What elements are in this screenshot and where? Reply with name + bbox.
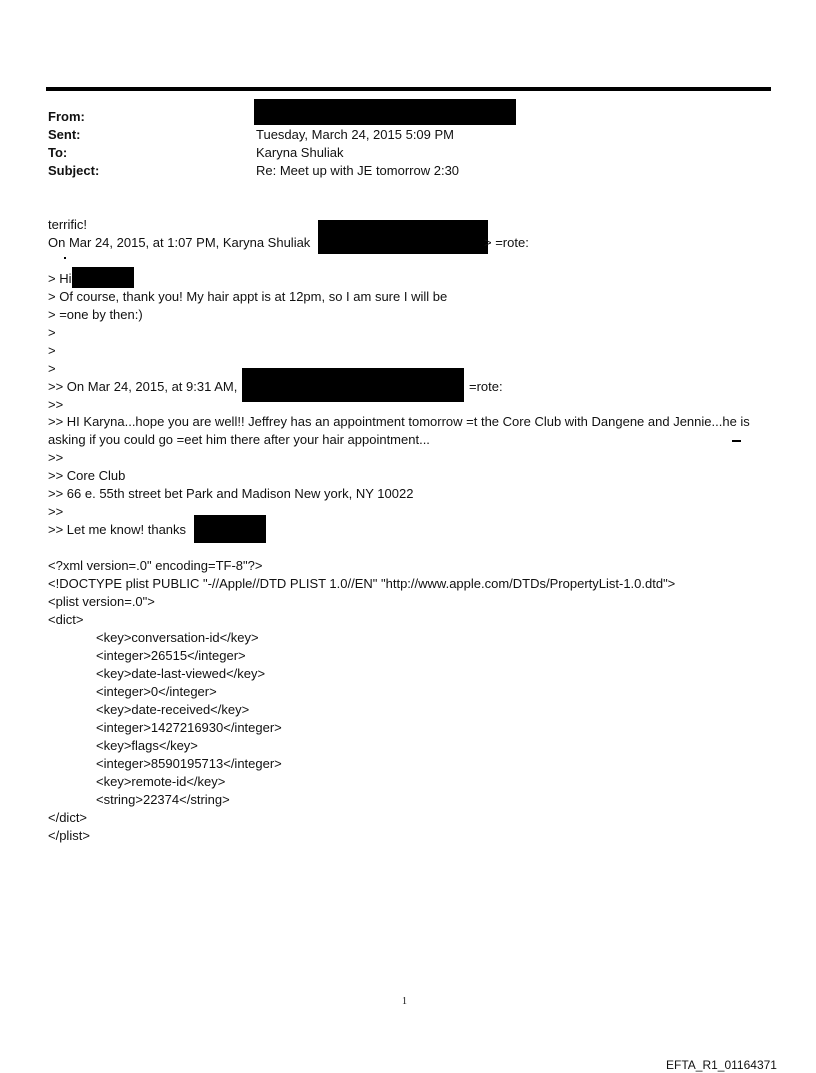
quote-blank-2: > [48, 343, 56, 358]
plist-open-tag: <plist version=.0"> [48, 594, 155, 609]
subject-label: Subject: [48, 163, 100, 178]
quote-line-1: > Of course, thank you! My hair appt is at 12pm, so I am sure I will be [48, 289, 448, 304]
nested-quote-message: >> HI Karyna...hope you are well!! Jeffrey has an appointment tomorrow =t the Core Club with Dangene and Jennie...he is asking if you could go =eet him there after your hair appointment... [48, 414, 750, 447]
plist-entry: <integer>0</integer> [96, 684, 217, 699]
plist-entry: <integer>1427216930</integer> [96, 720, 282, 735]
nested-quote-place: >> Core Club [48, 468, 126, 483]
quote-blank-1: > [48, 325, 56, 340]
nested-quote-address: >> 66 e. 55th street bet Park and Madison New york, NY 10022 [48, 486, 414, 501]
plist-entry: <key>date-last-viewed</key> [96, 666, 266, 681]
sent-label: Sent: [48, 127, 81, 142]
nested-quote-intro-prefix: >> On Mar 24, 2015, at 9:31 AM, [48, 379, 238, 394]
plist-entry: <key>conversation-id</key> [96, 630, 259, 645]
to-label: To: [48, 145, 68, 160]
plist-doctype: <!DOCTYPE plist PUBLIC "-//Apple//DTD PLIST 1.0//EN" "http://www.apple.com/DTDs/PropertyList-1.0.dtd"> [48, 576, 676, 591]
dict-open-tag: <dict> [48, 612, 84, 627]
plist-entry: <integer>26515</integer> [96, 648, 246, 663]
redaction-nested-sender [242, 368, 464, 402]
plist-close-tag: </plist> [48, 828, 90, 843]
to-value: Karyna Shuliak [256, 145, 344, 160]
stray-dash [732, 440, 741, 442]
redaction-from [254, 99, 516, 125]
quote-line-2: > =one by then:) [48, 307, 143, 322]
quote-hi: > Hi [48, 271, 72, 286]
from-label: From: [48, 109, 85, 124]
plist-entry: <string>22374</string> [96, 792, 230, 807]
nested-quote-signoff: >> Let me know! thanks [48, 522, 187, 537]
header-rule [46, 87, 771, 91]
quote-intro-prefix: On Mar 24, 2015, at 1:07 PM, Karyna Shuliak [48, 235, 311, 250]
dict-close-tag: </dict> [48, 810, 88, 825]
redaction-signoff-name [194, 515, 266, 543]
plist-entry: <key>remote-id</key> [96, 774, 226, 789]
subject-value: Re: Meet up with JE tomorrow 2:30 [256, 163, 460, 178]
quote-blank-3: > [48, 361, 56, 376]
page-number: 1 [402, 996, 407, 1007]
quote-intro-suffix: > =rote: [484, 235, 529, 250]
plist-xml-declaration: <?xml version=.0" encoding=TF-8"?> [48, 558, 263, 573]
redaction-sender-email [318, 220, 488, 254]
nested-quote-intro-suffix: =rote: [469, 379, 503, 394]
plist-entry: <key>date-received</key> [96, 702, 250, 717]
stray-dot [64, 257, 66, 259]
reply-text: terrific! [48, 217, 87, 232]
plist-entry: <integer>8590195713</integer> [96, 756, 282, 771]
sent-value: Tuesday, March 24, 2015 5:09 PM [256, 127, 454, 142]
redaction-hi-name [72, 267, 134, 288]
bates-number: EFTA_R1_01164371 [666, 1058, 777, 1072]
plist-entry: <key>flags</key> [96, 738, 198, 753]
nested-quote-blank-1: >> [48, 397, 64, 412]
nested-quote-blank-2: >> [48, 450, 64, 465]
nested-quote-blank-3: >> [48, 504, 64, 519]
